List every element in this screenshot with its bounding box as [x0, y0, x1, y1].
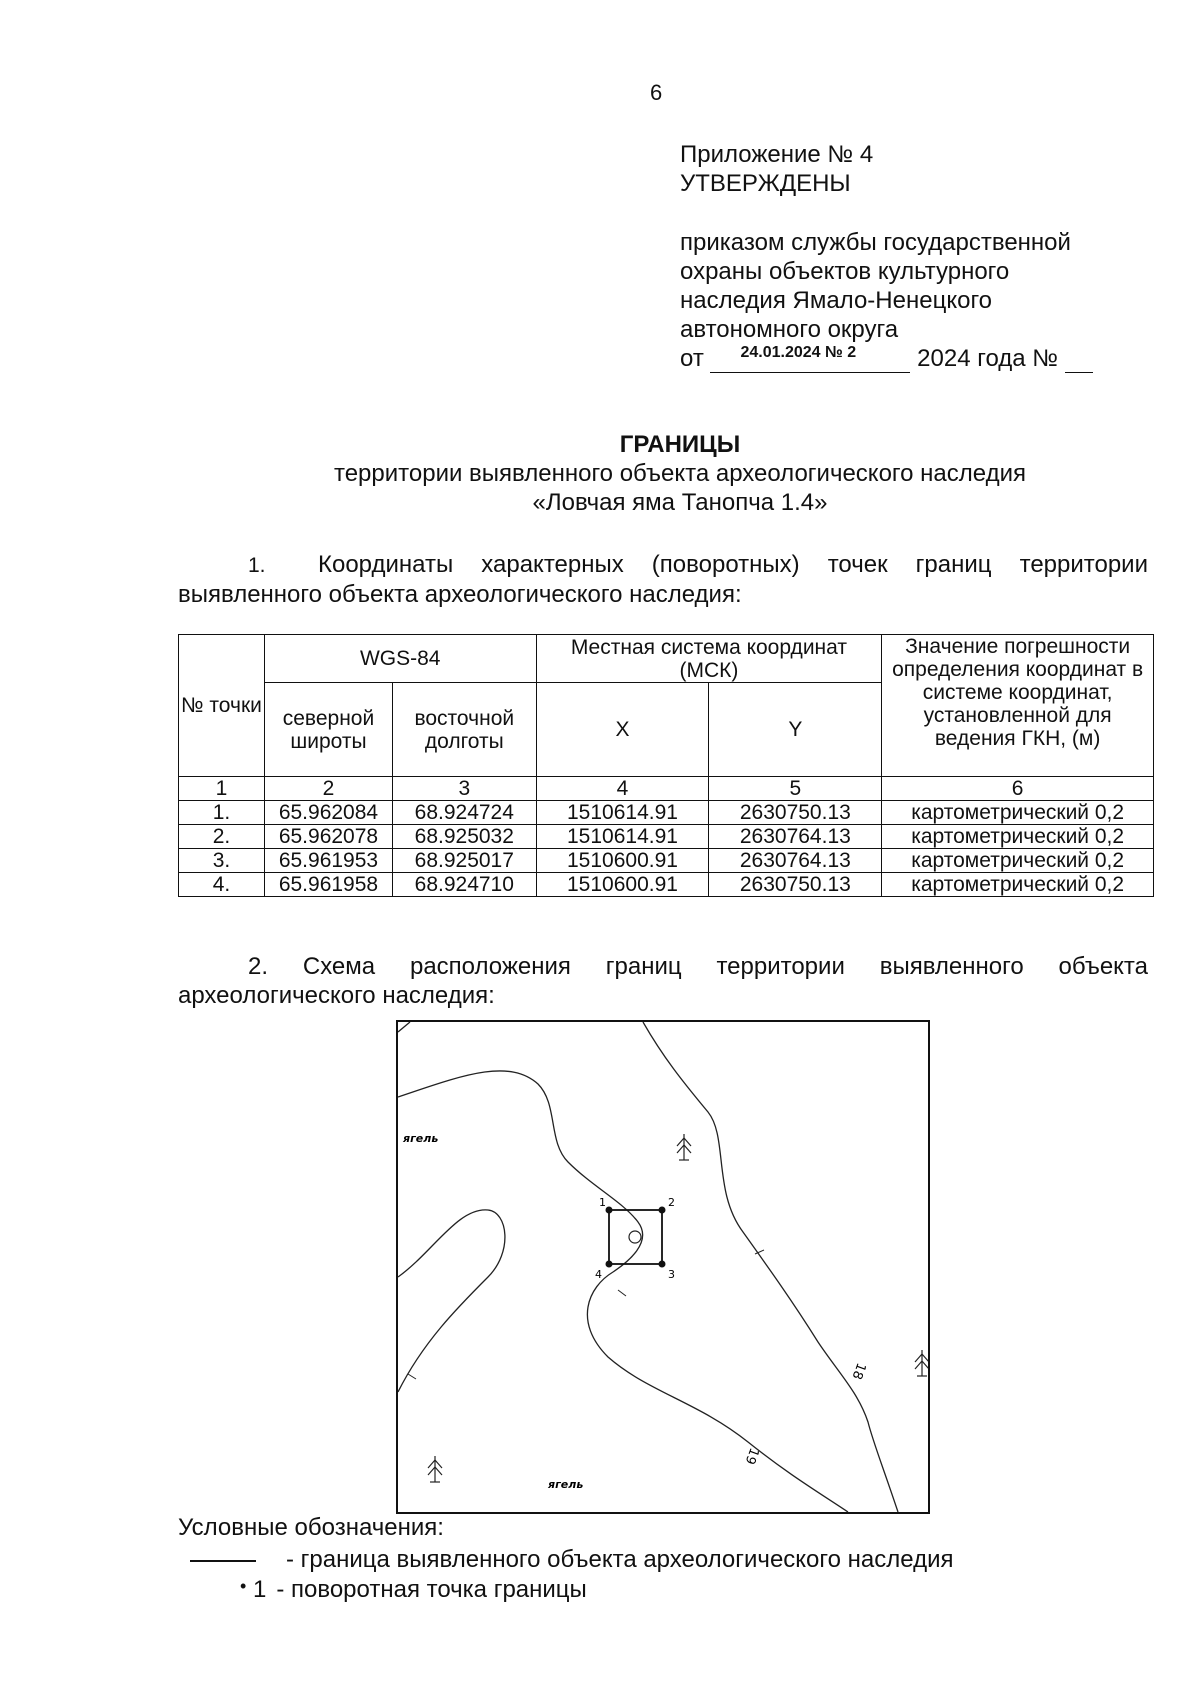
turning-point-3 [659, 1261, 666, 1268]
coordinates-table [178, 634, 1154, 897]
contour-tick [618, 1290, 626, 1296]
contour-label-18: 18 [848, 1360, 869, 1382]
table-cell: картометрический 0,2 [882, 873, 1154, 897]
table-row [179, 801, 1154, 825]
title-line-1: территории выявленного объекта археологического наследия [333, 460, 1026, 487]
order-line-1: приказом службы государственной [680, 229, 1071, 256]
turning-point-4 [606, 1261, 613, 1268]
tree-icon [677, 1134, 691, 1160]
table-cell: 3. [179, 849, 265, 873]
header-x: X [536, 683, 709, 777]
boundary-map [396, 1020, 930, 1514]
contour-line-lower [398, 1210, 505, 1392]
point-symbol-icon: • [240, 1576, 247, 1596]
column-number: 1 [179, 777, 265, 801]
turning-point-1 [606, 1207, 613, 1214]
column-number-row [179, 777, 1154, 801]
section-1-text-second: выявленного объекта археологического наследия: [178, 581, 742, 608]
order-date-blank [710, 346, 910, 373]
column-number: 2 [264, 777, 392, 801]
turning-point-2 [659, 1207, 666, 1214]
column-number: 4 [536, 777, 709, 801]
site-marker [629, 1231, 641, 1243]
order-date-stamp: 24.01.2024 № 2 [740, 344, 857, 361]
section-1 [178, 550, 1148, 609]
order-block [680, 228, 1071, 344]
table-cell: 1510600.91 [536, 873, 709, 897]
table-cell: 2630750.13 [709, 801, 882, 825]
contour-label-19: 19 [741, 1445, 762, 1467]
table-cell: 1. [179, 801, 265, 825]
order-line-3: наследия Ямало-Ненецкого [680, 287, 993, 314]
order-date-prefix: от [680, 345, 704, 372]
section-2-line-2: археологического наследия: [178, 982, 495, 1009]
title-line-2: «Ловчая яма Танопча 1.4» [532, 489, 828, 516]
table-cell: 65.962078 [264, 825, 392, 849]
section-2 [178, 952, 1148, 1010]
table-cell: 65.962084 [264, 801, 392, 825]
table-row [179, 825, 1154, 849]
contour-line-upper [398, 1071, 848, 1512]
point-label-2: 2 [668, 1196, 675, 1209]
point-label-3: 3 [668, 1268, 675, 1281]
table-cell: картометрический 0,2 [882, 849, 1154, 873]
vegetation-label-bottom: ягель [548, 1478, 584, 1491]
map-drawing [398, 1022, 928, 1512]
legend-point-marker: 1 [252, 1576, 267, 1603]
header-msk: Местная система координат (МСК) [536, 635, 882, 683]
header-wgs84: WGS-84 [264, 635, 536, 683]
vegetation-label-top: ягель [403, 1132, 439, 1145]
table-cell: 68.925017 [393, 849, 537, 873]
header-error: Значение погрешности определения координат в системе координат, установленной для ведения ГКН, (м) [882, 635, 1154, 777]
order-date-suffix: 2024 года № [917, 345, 1059, 372]
title-heading: ГРАНИЦЫ [619, 431, 741, 458]
column-number: 5 [709, 777, 882, 801]
appendix-block [680, 140, 873, 198]
section-1-text-first: Координаты характерных (поворотных) точек границ территории [318, 551, 1148, 578]
contour-line-right [643, 1022, 898, 1512]
table-cell: 68.924710 [393, 873, 537, 897]
table-cell: 2630764.13 [709, 849, 882, 873]
legend-item-boundary-text: - граница выявленного объекта археологического наследия [286, 1546, 954, 1573]
table-cell: картометрический 0,2 [882, 801, 1154, 825]
column-number: 6 [882, 777, 1154, 801]
contour-line-top-left [398, 1022, 410, 1032]
table-cell: 4. [179, 873, 265, 897]
tree-icon [915, 1350, 928, 1376]
table-cell: 65.961958 [264, 873, 392, 897]
document-title [180, 430, 1180, 517]
table-cell: 2630764.13 [709, 825, 882, 849]
column-number: 3 [393, 777, 537, 801]
table-cell: 1510600.91 [536, 849, 709, 873]
table-row [179, 873, 1154, 897]
point-label-4: 4 [595, 1268, 602, 1281]
legend-title: Условные обозначения: [178, 1514, 444, 1541]
legend-item-boundary [190, 1546, 953, 1574]
order-line-2: охраны объектов культурного [680, 258, 1010, 285]
section-1-first-line [178, 550, 1148, 580]
point-label-1: 1 [599, 1196, 606, 1209]
legend-item-point [240, 1576, 587, 1604]
header-east: восточной долготы [393, 683, 537, 777]
approved-label: УТВЕРЖДЕНЫ [680, 170, 851, 197]
table-cell: 68.924724 [393, 801, 537, 825]
table-cell: 1510614.91 [536, 825, 709, 849]
order-number-blank [1065, 352, 1093, 373]
table-cell: 2630750.13 [709, 873, 882, 897]
header-north: северной широты [264, 683, 392, 777]
boundary-line-symbol [190, 1560, 256, 1562]
order-date-line [680, 345, 1093, 373]
table-row [179, 849, 1154, 873]
header-point-number: № точки [179, 635, 265, 777]
contour-tick [408, 1374, 416, 1379]
table-cell: 1510614.91 [536, 801, 709, 825]
appendix-number: Приложение № 4 [680, 141, 874, 168]
table-cell: картометрический 0,2 [882, 825, 1154, 849]
page-number: 6 [650, 80, 663, 105]
order-line-4: автономного округа [680, 316, 899, 343]
legend-item-point-text: - поворотная точка границы [276, 1576, 587, 1603]
table-cell: 68.925032 [393, 825, 537, 849]
header-y: Y [709, 683, 882, 777]
tree-icon [428, 1456, 442, 1482]
section-1-number: 1. [248, 554, 266, 577]
section-2-line-1: 2. Схема расположения границ территории выявленного объекта [248, 953, 1148, 980]
table-cell: 65.961953 [264, 849, 392, 873]
table-cell: 2. [179, 825, 265, 849]
